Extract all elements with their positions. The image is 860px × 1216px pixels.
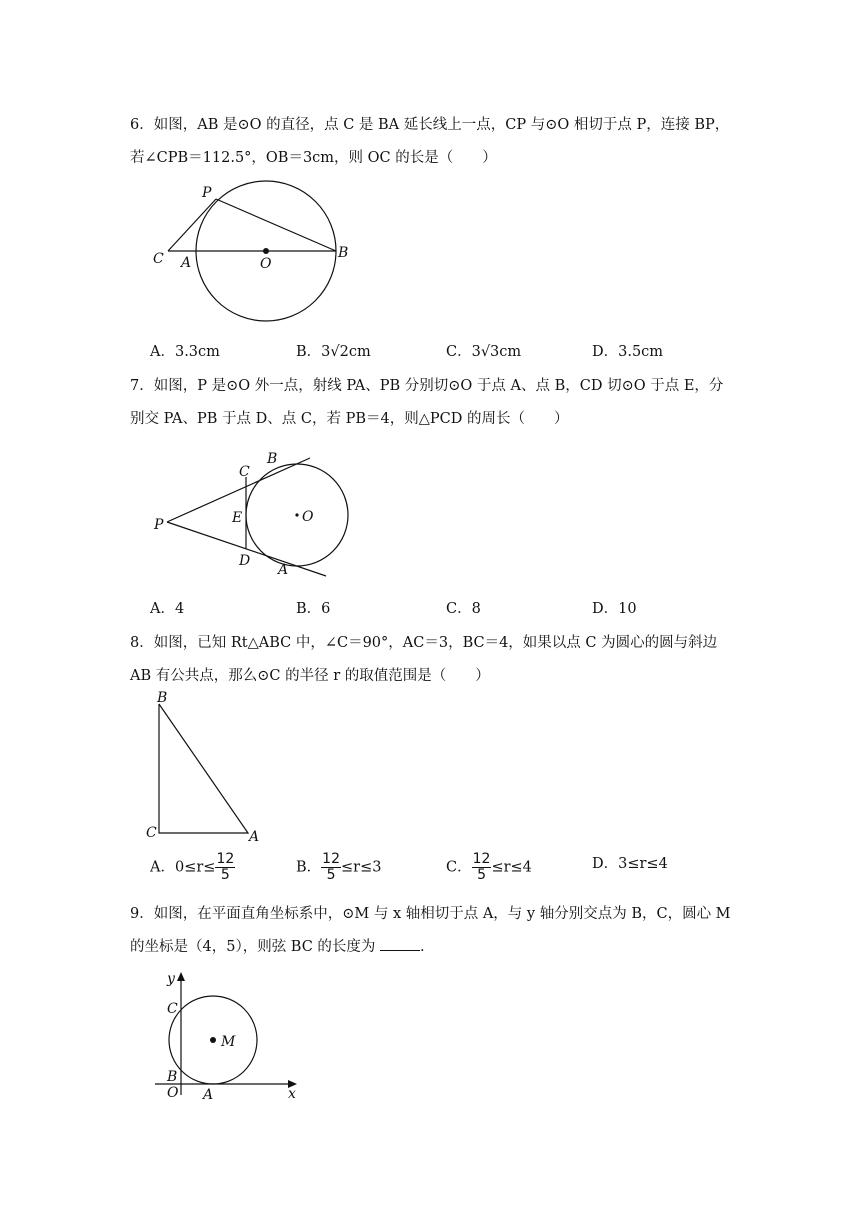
q8-triangle-abc [159, 704, 248, 833]
q7-label-d: D [239, 553, 251, 569]
q6-option-d: D．3.5cm [592, 344, 664, 360]
q6-figure [140, 175, 360, 330]
q9-center-dot [210, 1037, 216, 1043]
q7-label-b: B [267, 451, 278, 467]
q8-option-c-fraction [472, 852, 492, 883]
q9-text-line1: 9．如图，在平面直角坐标系中，⊙M 与 x 轴相切于点 A，与 y 轴分别交点为 B，C，圆心 M [130, 906, 731, 922]
q8-option-c-denominator: 5 [477, 867, 486, 883]
q8-option-a-denominator: 5 [220, 867, 230, 883]
q7-option-c: C．8 [446, 601, 481, 617]
q6-option-c: C．3√3cm [446, 344, 522, 360]
q9-label-y: y [167, 971, 175, 987]
q6-label-b: B [338, 245, 349, 261]
q9-text-line2-prefix: 的坐标是（4，5），则弦 BC 的长度为 [130, 939, 376, 955]
q6-label-c: C [153, 251, 164, 267]
q8-option-a-numerator: 12 [216, 851, 235, 867]
q8-option-a-fraction [215, 852, 235, 883]
q8-option-b [296, 852, 381, 883]
q6-center-dot [263, 248, 269, 254]
q7-label-o: O [302, 509, 314, 525]
q9-label-m: M [221, 1034, 236, 1050]
q8-label-b: B [157, 690, 168, 706]
q6-option-b: B．3√2cm [296, 344, 371, 360]
q7-label-p: P [154, 517, 164, 533]
q6-chord-pb [216, 199, 336, 251]
q9-text-line2 [130, 935, 425, 956]
q7-label-a: A [278, 562, 289, 578]
q8-option-a [150, 852, 235, 883]
q8-option-b-fraction [321, 852, 341, 883]
q9-answer-blank [380, 938, 420, 951]
q8-label-c: C [146, 825, 157, 841]
q7-option-b: B．6 [296, 601, 331, 617]
q6-label-a: A [181, 255, 192, 271]
q8-option-b-prefix: B． [296, 859, 322, 876]
q7-label-e: E [232, 510, 243, 526]
q6-label-o: O [260, 256, 272, 272]
q8-option-c-numerator: 12 [472, 851, 491, 867]
q6-text-line1: 6．如图，AB 是⊙O 的直径，点 C 是 BA 延长线上一点，CP 与⊙O 相切于点 P，连接 BP， [130, 117, 730, 133]
q7-label-c: C [239, 464, 250, 480]
q7-option-a: A．4 [150, 601, 185, 617]
q8-text-line1: 8．如图，已知 Rt△ABC 中，∠C＝90°，AC＝3，BC＝4，如果以点 C 为圆心的圆与斜边 [130, 635, 718, 651]
q6-label-p: P [202, 185, 212, 201]
q8-option-c-suffix: ≤r≤4 [491, 859, 532, 876]
q8-label-a: A [249, 829, 260, 843]
q7-figure [140, 440, 370, 590]
q6-option-a: A．3.3cm [150, 344, 220, 360]
q8-figure [140, 688, 270, 843]
q9-label-b: B [167, 1069, 178, 1085]
q8-option-d: D．3≤r≤4 [592, 856, 668, 872]
q9-y-axis-arrow [177, 972, 185, 981]
q6-text-line2: 若∠CPB＝112.5°，OB＝3cm，则 OC 的长是（ ） [130, 150, 497, 166]
q7-center-dot [295, 513, 298, 516]
q8-option-a-prefix: A．0≤r≤ [150, 859, 216, 876]
q9-label-a: A [203, 1087, 214, 1103]
q9-text-line2-suffix: . [420, 939, 425, 955]
q8-option-c [446, 852, 532, 883]
q6-tangent-cp [168, 199, 216, 251]
q7-text-line1: 7．如图，P 是⊙O 外一点，射线 PA、PB 分别切⊙O 于点 A、点 B，CD 切⊙O 于点 E，分 [130, 378, 724, 394]
q7-option-d: D．10 [592, 601, 637, 617]
q9-label-c: C [167, 1001, 178, 1017]
q8-option-b-suffix: ≤r≤3 [340, 859, 382, 876]
q8-text-line2: AB 有公共点，那么⊙C 的半径 r 的取值范围是（ ） [130, 668, 490, 684]
q8-option-b-numerator: 12 [322, 851, 340, 867]
q9-label-x: x [288, 1086, 296, 1102]
q7-text-line2: 别交 PA、PB 于点 D、点 C，若 PB＝4，则△PCD 的周长（ ） [130, 411, 569, 427]
q9-figure [145, 965, 315, 1105]
q8-option-b-denominator: 5 [326, 867, 336, 883]
q8-option-c-prefix: C． [446, 859, 472, 876]
q9-label-o: O [167, 1085, 179, 1101]
